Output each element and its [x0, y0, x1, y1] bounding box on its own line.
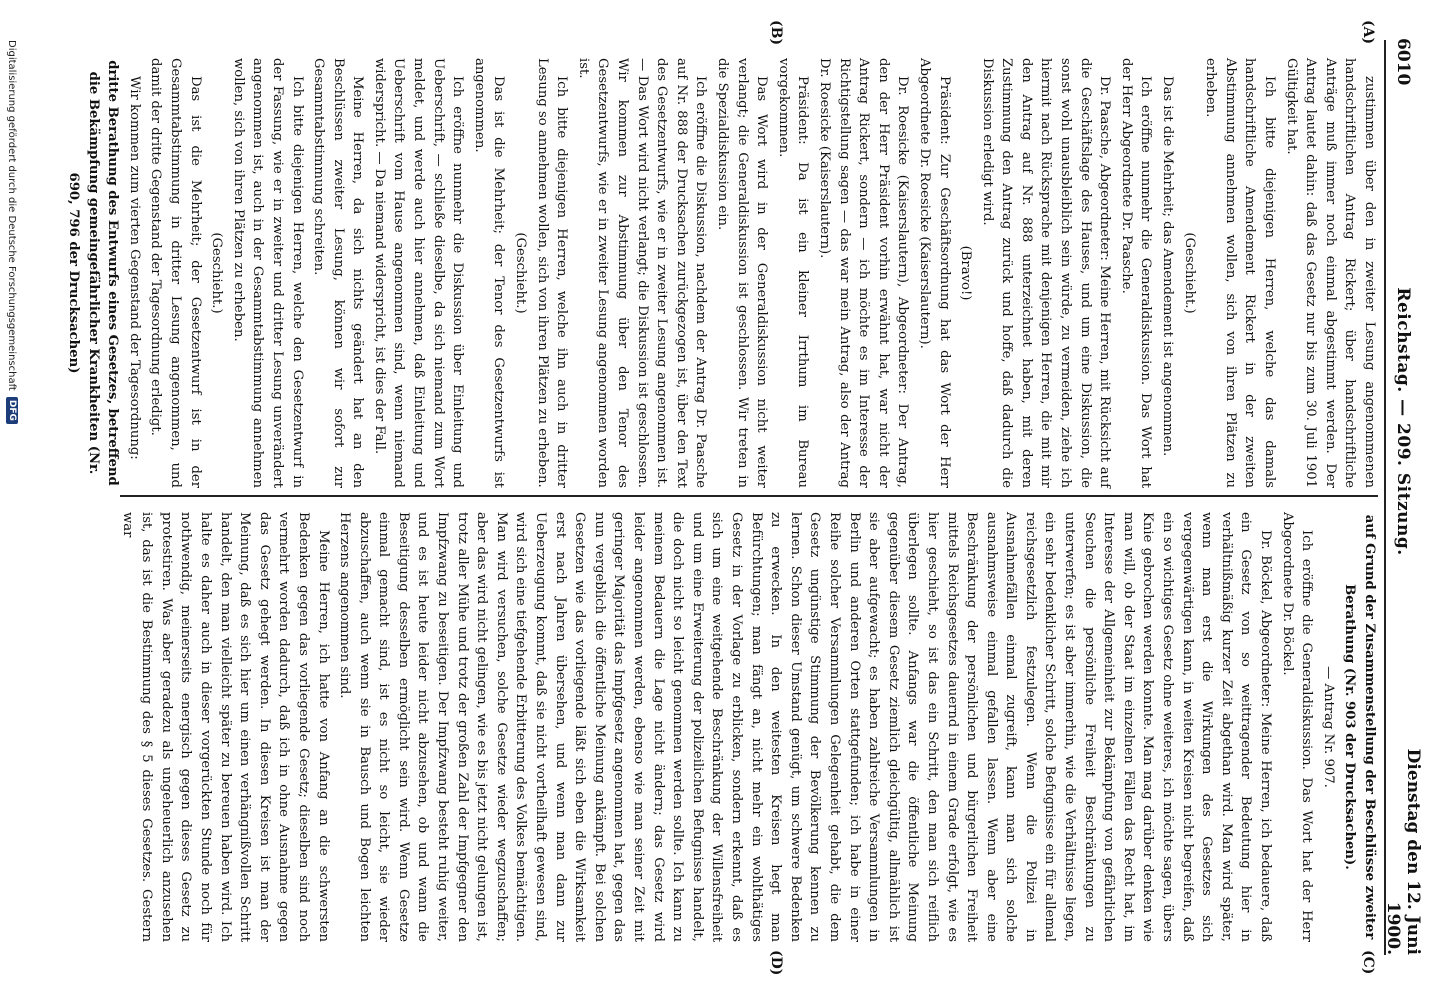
paragraph: Dr. Böckel, Abgeordneter: Meine Herren, ich bedauere, daß ein Gesetz von so weittragender Bedeutung hier in verhältnißmäßig kurzer Zeit abgethan wird. Man wird später, wenn man erst die Wirkungen des Gesetzes sich vergegenwärtigen kann, in weiten Kreisen nicht begreifen, daß ein so wichtiges Gesetz ohne weiteres, ich möchte sagen, übers Knie gebrochen werden konnte. Man mag darüber denken wie man will, ob der Staat im einzelnen Fällen das Recht hat, im Interesse der Allgemeinheit zur Bekämpfung von gefährlichen Seuchen die persönliche Freiheit Beschränkungen zu unterwerfen; es ist aber immerhin, wie die Verhältnisse liegen, ein sehr bedenklicher Schritt, solche Befugnisse ein für allemal reichsgesetzlich festzulegen. Wenn die Polizei in Ausnahmefällen einmal zugreift, kann man sich solche ausnahmsweise einmal gefallen lassen. Wenn aber eine Beschränkung der persönlichen und bürgerlichen Freiheit mittels Reichsgesetzes dauernd in einem Grade erfolgt, wie es hier geschieht, so ist das ein Schritt, den man sich reiflich überlegen sollte. Anfangs war die öffentliche Meinung gegenüber diesem Gesetz ziemlich gleichgültig, allmählich ist sie aber aufgewacht; es haben zahlreiche Versammlungen in Berlin und anderen Orten stattgefunden; ich habe in einer Reihe solcher Versammlungen Gelegenheit gehabt, die dem Gesetz ungünstige Stimmung der Bevölkerung kennen zu lernen. Schon dieser Umstand genügt, um schwere Bedenken zu erwecken. In den weitesten Kreisen hegt man Befürchtungen; man fängt an, nicht mehr ein wohlthätiges Gesetz in der Vorlage zu erblicken, sondern erkennt, daß es sich um eine weitgehende Beschränkung der Willensfreiheit und um eine Erweiterung der polizeilichen Befugnisse handelt, die doch nicht so leicht genommen werden sollte. Ich kann zu meinem Bedauern die Lage nicht ändern; das Gesetz wird leider angenommen werden, ebenso wie man seiner Zeit mit geringer Majorität das Impfgesetz angenommen hat, gegen das nun vergeblich die öffentliche Meinung ankämpft. Bei solchen Gesetzen wie das vorliegende läßt sich eben die Wirksamkeit erst nach Jahren übersehen, und wenn man dann zur Ueberzeugung kommt, daß sie nicht vortheilhaft gewesen sind, wird sich eine tiefgehende Erbitterung des Volkes bemächtigen. Man wird versuchen, solche Gesetze wieder wegzuschaffen; aber das wird nicht gelingen, wie es bis jetzt nicht gelungen ist, trotz aller Mühe und trotz der großen Zahl der Impfgegner den Impfzwang zu beseitigen. Der Impfzwang besteht ruhig weiter, und es ist heute leider nicht abzusehen, ob und wann die Beseitigung desselben ermöglicht sein wird. Wenn Gesetze einmal gemacht sind, ist es nicht so leicht, sie wieder abzuschaffen, auch wenn sie in Bausch und Bogen leichten Herzens angenommen sind.	[337, 512, 1274, 942]
stage-direction: (Bravo!)	[958, 245, 974, 301]
page-date: Dienstag den 12. Juni 1900.	[1383, 748, 1423, 955]
paragraph: Präsident: Da ist ein kleiner Irrthum im Bureau vorgekommen.	[775, 58, 811, 488]
paragraph: Ich eröffne die Generaldiskussion. Das Wort hat der Herr Abgeordnete Dr. Böckel.	[1279, 512, 1315, 942]
paragraph: Dr. Paasche, Abgeordneter: Meine Herren, mit Rücksicht auf die Geschäftslage des Hauses, und um eine Diskussion, die sonst wohl unausbleiblich sein würde, zu vermeiden, ziehe ich hiermit nach Rücksprache mit denjenigen Herren, die mit mir den Antrag auf Nr. 888 unterzeichnet haben, mit deren Zustimmung den Antrag zurück und hoffe, daß dadurch die Diskussion erledigt wird.	[979, 58, 1113, 488]
paragraph: Das Wort wird in der Generaldiskussion nicht weiter verlangt; die Generaldiskussion ist geschlossen. Wir treten in die Spezialdiskussion ein.	[715, 58, 770, 488]
left-column	[66, 58, 1379, 488]
digitization-footer	[6, 40, 18, 424]
dfg-logo: DFG	[6, 397, 18, 424]
stage-direction: (Geschieht.)	[513, 232, 529, 314]
right-column	[120, 512, 1379, 942]
agenda-item: dritte Berathung des Entwurfs eines Gesetzes, betreffend die Bekämpfung gemeingefährlicher Krankheiten (Nr. 690, 796 der Drucksachen)	[66, 60, 121, 486]
paragraph: Meine Herren, ich hatte von Anfang an die schwersten Bedenken gegen das vorliegende Gesetz; dieselben sind noch vermehrt worden dadurch, daß ich in ohne Ausnahme gegen das Gesetz gehegt werden. In diesen Kreisen ist man der Meinung, daß es sich hier um einen verhängnißvollen Schritt handelt, den man vielleicht später zu bereuen haben wird. Ich halte es daher auch in dieser vorgerückten Stunde noch für nothwendig, meinerseits energisch gegen dieses Gesetz zu protestiren. Was aber geradezu als ungeheuerlich anzusehen ist, das ist die Bestimmung des § 5 dieses Gesetzes. Gestern war	[119, 512, 331, 942]
paragraph: Ich bitte diejenigen Herren, welche ihn auch in dritter Lesung so annehmen wollen, sich von ihren Plätzen zu erheben.	[534, 58, 570, 488]
paragraph: Ich eröffne nunmehr die Diskussion über Einleitung und Ueberschrift, — schließe dieselbe, da sich niemand zum Wort meldet, und werde auch hier annehmen, daß Einleitung und Ueberschrift vom Hause angenommen sind, wenn niemand widerspricht. — Da niemand widerspricht, ist dies der Fall.	[371, 58, 466, 488]
stage-direction: (Geschieht.)	[1181, 232, 1197, 314]
stage-direction: (Geschieht.)	[209, 232, 225, 314]
paragraph: Das ist die Mehrheit; der Tenor des Gesetzentwurfs ist angenommen.	[471, 58, 507, 488]
paragraph: Ich bitte diejenigen Herren, welche den Gesetzentwurf in der Fassung, wie er in zweiter und dritter Lesung unverändert angenommen ist, auch in der Gesammtabstimmung annehmen wollen, sich von ihren Plätzen zu erheben.	[230, 58, 305, 488]
paragraph: Ich bitte diejenigen Herren, welche das damals handschriftliche Amendement Rickert in der zweiten Abstimmung annehmen wollen, sich von ihren Plätzen zu erheben.	[1203, 58, 1278, 488]
page-header	[1383, 38, 1423, 955]
paragraph: Meine Herren, da sich nichts geändert hat an den Beschlüssen zweiter Lesung, können wir sofort zur Gesammtabstimmung schreiten.	[311, 58, 366, 488]
column-divider	[120, 495, 1378, 497]
page-number: 6010	[1393, 38, 1413, 86]
margin-mark-d: (D)	[768, 950, 784, 976]
paragraph: Ich eröffne die Diskussion, nachdem der Antrag Dr. Paasche auf Nr. 888 der Drucksachen zurückgezogen ist, über den Text des Gesetzentwurfs, wie er in zweiter Lesung angenommen ist. — Das Wort wird nicht verlangt; die Diskussion ist geschlossen. Wir kommen zur Abstimmung über den Tenor des Gesetzentwurfs, wie er in zweiter Lesung angenommen worden ist.	[575, 58, 709, 488]
agenda-item-continued: auf Grund der Zusammenstellung der Beschlüsse zweiter Berathung (Nr. 903 der Drucksachen).	[1342, 514, 1377, 940]
margin-mark-c: (C)	[1360, 950, 1376, 975]
paragraph: Das ist die Mehrheit; das Amendement ist angenommen.	[1160, 76, 1176, 457]
margin-mark-a: (A)	[1360, 20, 1376, 45]
paragraph: zustimmen über den in zweiter Lesung angenommenen handschriftlichen Antrag Rickert; über handschriftliche Anträge muß immer noch einmal abgestimmt werden. Der Antrag lautet dahin: daß das Gesetz nur bis zum 30. Juli 1901 Gültigkeit hat.	[1283, 58, 1377, 488]
margin-mark-b: (B)	[768, 20, 784, 46]
paragraph: Das ist die Mehrheit; der Gesetzentwurf ist in der Gesammtabstimmung in dritter Lesung angenommen, und damit der dritte Gegenstand der Tagesordnung erledigt.	[148, 58, 203, 488]
paragraph: Ich eröffne nunmehr die Generaldiskussion. Das Wort hat der Herr Abgeordnete Dr. Paasche.	[1118, 58, 1154, 488]
page-title: Reichstag. — 209. Sitzung.	[1393, 287, 1413, 556]
motion-reference: — Antrag Nr. 907.	[1320, 666, 1336, 788]
header-rule	[1384, 40, 1386, 955]
footer-text: Digitalisierung gefördert durch die Deutsche Forschungsgemeinschaft	[6, 40, 18, 391]
paragraph: Präsident: Zur Geschäftsordnung hat das Wort der Herr Abgeordnete Dr. Roesicke (Kaiserslautern).	[916, 58, 952, 488]
paragraph: Wir kommen zum vierten Gegenstand der Tagesordnung:	[126, 76, 142, 460]
paragraph: Dr. Roesicke (Kaiserslautern), Abgeordneter: Der Antrag, den der Herr Präsident vorhin erwähnt hat, war nicht der Antrag Rickert, sondern — ich möchte es im Interesse der Richtigstellung sagen — das war mein Antrag, also der Antrag Dr. Roesicke (Kaiserslautern).	[816, 58, 911, 488]
